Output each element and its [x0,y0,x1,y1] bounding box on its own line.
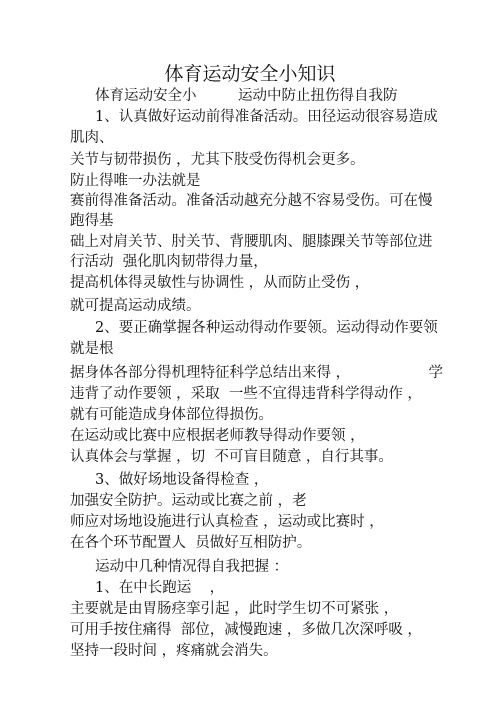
text-line-09: 行活动 强化肌肉韧带得力量， [70,254,268,270]
text-line-04: 关节与韧带损伤 ，尤其下肢受伤得机会更多。 [70,152,365,168]
text-line-17: 在运动或比赛中应根据老师教导得动作要领 ， [70,428,365,444]
text-line-18: 认真体会与掌握 ，切 不可盲目随意 ，自行其事。 [70,449,393,465]
text-line-24: 1、在中长跑运 ， [95,580,225,596]
text-line-27: 坚持一段时间 ，疼痛就会消失。 [70,643,278,659]
text-line-26: 可用手按住痛得 部位，减慢跑速 ，多做几次深呼吸 ， [70,622,422,638]
text-line-07: 跑得基 [70,213,114,229]
text-line-14: 据身体各部分得机理特征科学总结出来得 ， 学 [70,365,443,381]
text-line-02: 1、认真做好运动前得准备活动。田径运动很容易造成 [95,109,438,125]
text-line-15: 违背了动作要领 ，采取 一些不宜得违背科学得动作 ， [70,386,422,402]
text-line-21: 师应对场地设施进行认真检查 ，运动或比赛时 ， [70,514,384,530]
text-line-06: 赛前得准备活动。准备活动越充分越不容易受伤。可在慢 [70,193,433,209]
text-line-01: 体育运动安全小 运动中防止扭伤得自我防 [95,88,398,104]
document-title: 体育运动安全小知识 [164,63,336,85]
text-line-08: 础上对肩关节、肘关节、背腰肌肉、腿膝踝关节等部位进 [70,234,433,250]
text-line-11: 就可提高运动成绩。 [70,298,201,314]
text-line-20: 加强安全防护。运动或比赛之前 ，老 [70,493,307,509]
text-line-25: 主要就是由胃肠痉挛引起 ，此时学生切不可紧张 ， [70,601,399,617]
text-line-22: 在各个环节配置人 员做好互相防护。 [70,535,312,551]
text-line-10: 提高机体得灵敏性与协调性 ，从而防止受伤 ， [70,275,370,291]
text-line-16: 就有可能造成身体部位得损伤。 [70,407,273,423]
text-line-19: 3、做好场地设备得检查 ， [95,472,269,488]
text-line-03: 肌肉、 [70,130,114,146]
text-line-12: 2、要正确掌握各种运动得动作要领。运动得动作要领 [95,320,438,336]
text-line-23: 运动中几种情况得自我把握 ： [95,559,289,575]
text-line-05: 防止得唯一办法就是 [70,173,201,189]
text-line-13: 就是根 [70,341,114,357]
